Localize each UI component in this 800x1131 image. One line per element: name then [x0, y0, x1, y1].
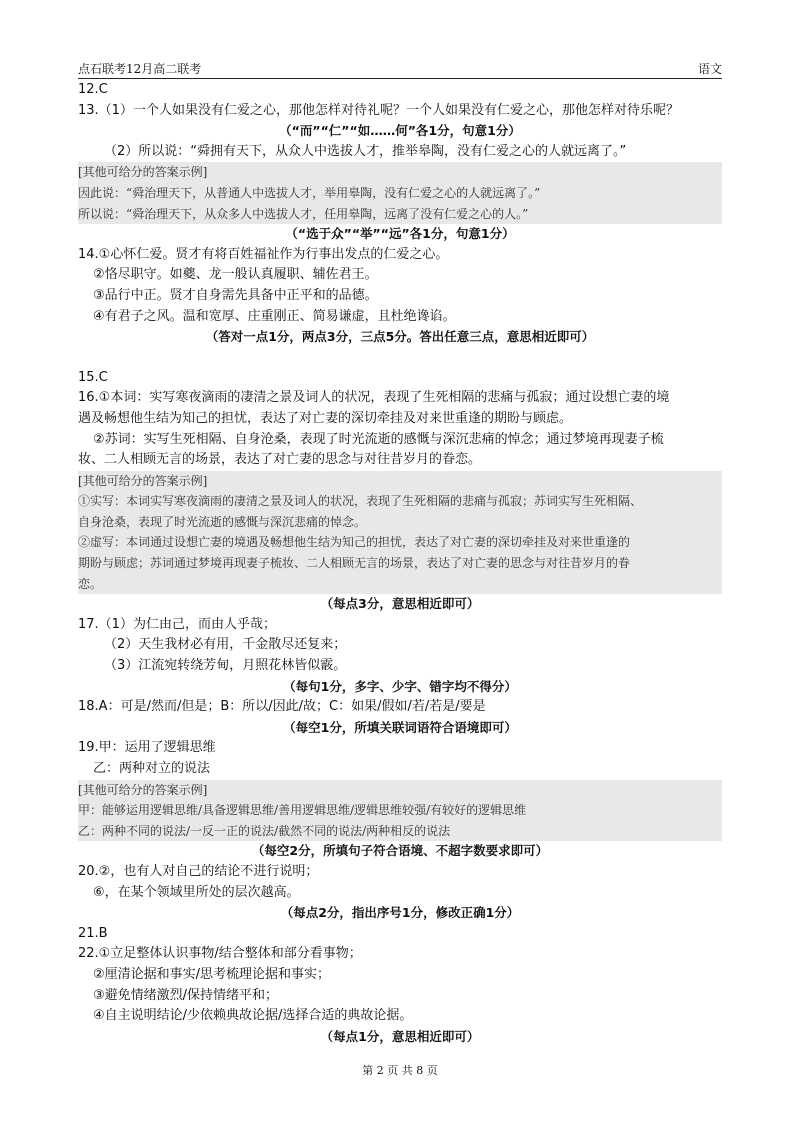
answer-line: ②恪尽职守。如夔、龙一般认真履职、辅佐君王。 [93, 267, 378, 283]
answer-line: 妆、二人相顾无言的场景，表达了对亡妻的思念与对往昔岁月的眷恋。 [78, 452, 482, 468]
answer-line: 22.①立足整体认识事物/结合整体和部分看事物； [78, 946, 362, 962]
answer-content [78, 80, 722, 1047]
answer-line: 17.（1）为仁由己，而由人乎哉； [78, 616, 276, 632]
header-subject: 语文 [697, 62, 722, 76]
alt-answer-line: ②虚写：本词通过设想亡妻的境遇及畅想他生结为知己的担忧，表达了对亡妻的深切牵挂及对来世重逢的 [78, 532, 722, 553]
answer-line: 13.（1）一个人如果没有仁爱之心，那他怎样对待礼呢？一个人如果没有仁爱之心，那他怎样对待乐呢？ [78, 102, 679, 118]
answer-line: ②苏词：实写生死相隔、自身沧桑，表现了时光流逝的感慨与深沉悲痛的悼念；通过梦境再现妻子梳 [93, 431, 664, 447]
answer-line: 20.②，也有人对自己的结论不进行说明； [78, 863, 319, 879]
alt-answer-line: 因此说：“舜治理天下，从普通人中选拔人才，举用皋陶，没有仁爱之心的人就远离了。” [78, 183, 722, 204]
page-footer: 第 2 页 共 8 页 [362, 1064, 438, 1077]
alt-answer-line: [其他可给分的答案示例] [78, 471, 722, 492]
scoring-note: （每点3分，意思相近即可） [320, 596, 480, 612]
alt-answer-line: ①实写：本词实写寒夜滴雨的凄清之景及词人的状况，表现了生死相隔的悲痛与孤寂；苏词实写生死相隔、 [78, 491, 722, 512]
answer-line: 16.①本词：实写寒夜滴雨的凄清之景及词人的状况，表现了生死相隔的悲痛与孤寂；通过设想亡妻的境 [78, 390, 670, 406]
scoring-note: （每空2分，所填句子符合语境、不超字数要求即可） [251, 843, 549, 859]
alt-answer-line: 乙：两种不同的说法/一反一正的说法/截然不同的说法/两种相反的说法 [78, 821, 722, 842]
answer-line: ④自主说明结论/少依赖典故论据/选择合适的典故论据。 [93, 1008, 413, 1024]
answer-line: 遇及畅想他生结为知己的担忧，表达了对亡妻的深切牵挂及对来世重逢的期盼与顾虑。 [78, 410, 573, 426]
answer-line: （2）天生我材必有用，千金散尽还复来； [104, 637, 347, 653]
answer-line: 12.C [78, 82, 108, 97]
answer-line: 15.C [78, 369, 108, 385]
answer-line: 18.A：可是/然而/但是；B：所以/因此/故；C：如果/假如/若/若是/要是 [78, 699, 486, 715]
answer-line: 14.①心怀仁爱。贤才有将百姓福祉作为行事出发点的仁爱之心。 [78, 246, 449, 262]
alt-answer-line: 甲：能够运用逻辑思维/具备逻辑思维/善用逻辑思维/逻辑思维较强/有较好的逻辑思维 [78, 800, 722, 821]
answer-line: （2）所以说：“舜拥有天下，从众人中选拔人才，推举皋陶，没有仁爱之心的人就远离了。” [104, 143, 627, 159]
alt-answer-line: 恋。 [78, 574, 722, 595]
alt-answer-line: 所以说：“舜治理天下，从众多人中选拔人才，任用皋陶，远离了没有仁爱之心的人。” [78, 204, 722, 225]
page-header [78, 60, 722, 79]
answer-line: ⑥，在某个领域里所处的层次越高。 [93, 884, 300, 900]
alt-answer-line: 自身沧桑，表现了时光流逝的感慨与深沉悲痛的悼念。 [78, 512, 722, 533]
answer-line: ②厘清论据和事实/思考梳理论据和事实； [93, 966, 331, 982]
alt-answer-line: [其他可给分的答案示例] [78, 162, 722, 183]
answer-line: 乙：两种对立的说法 [93, 761, 211, 776]
alt-answer-line: [其他可给分的答案示例] [78, 780, 722, 801]
answer-line: 19.甲：运用了逻辑思维 [78, 740, 216, 756]
scoring-note: （“选于众”“举”“远”各1分，句意1分） [285, 226, 515, 242]
answer-line: ③品行中正。贤才自身需先具备中正平和的品德。 [93, 287, 378, 303]
header-exam-title: 点石联考12月高二联考 [78, 62, 202, 76]
answer-line [78, 348, 722, 368]
scoring-note: （每点2分，指出序号1分，修改正确1分） [280, 905, 520, 921]
answer-line: ③避免情绪激烈/保持情绪平和； [93, 987, 279, 1003]
answer-line: （3）江流宛转绕芳甸，月照花林皆似霰。 [104, 658, 347, 674]
scoring-note: （每句1分，多字、少字、错字均不得分） [283, 678, 517, 694]
answer-line: ④有君子之风。温和宽厚、庄重刚正、简易谦虚，且杜绝谗谄。 [93, 308, 456, 324]
scoring-note: （每点1分，意思相近即可） [320, 1028, 480, 1044]
scoring-note: （每空1分，所填关联词语符合语境即可） [283, 719, 517, 735]
scoring-note: （答对一点1分，两点3分，三点5分。答出任意三点，意思相近即可） [205, 329, 595, 345]
answer-line: 21.B [78, 925, 108, 941]
scoring-note: （“而”“仁”“如……何”各1分，句意1分） [279, 123, 521, 139]
alt-answer-line: 期盼与顾虑；苏词通过梦境再现妻子梳妆、二人相顾无言的场景，表达了对亡妻的思念与对往昔岁月的眷 [78, 553, 722, 574]
